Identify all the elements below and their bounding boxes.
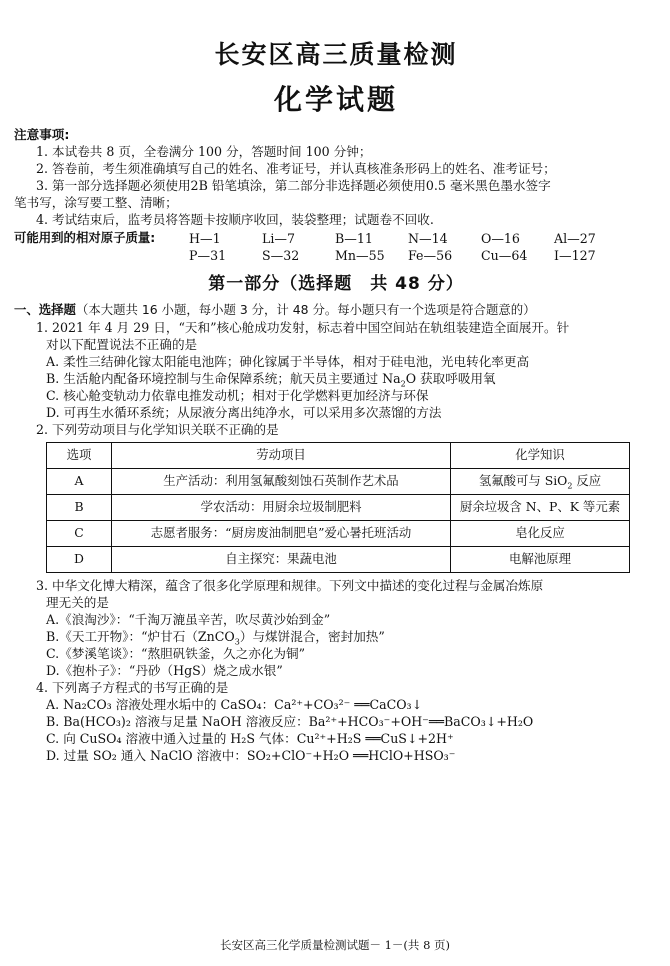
option-b: B. 生活舱内配备环境控制与生命保障系统；航天员主要通过 $Na_2O$ 获取呼吸用氧 [46,370,496,389]
table-cell: 电解池原理 [451,546,630,572]
atomic-mass: Li—7 [262,231,295,246]
part-description: （本大题共 16 小题，每小题 3 分，计 48 分。每小题只有一个选项是符合题意的） [75,301,536,317]
atomic-mass: N—14 [408,231,448,246]
table-cell: 皂化反应 [451,520,630,546]
question-stem: 理无关的是 [46,594,109,610]
notice-item: 3. 第一部分选择题必须使用2B 铅笔填涂，第二部分非选择题必须使用0.5 毫米黑色墨水签字 [36,178,551,193]
notice-item: 1. 本试卷共 8 页，全卷满分 100 分，答题时间 100 分钟； [36,144,372,159]
table-row [47,546,630,572]
notice-item: 2. 答卷前，考生须准确填写自己的姓名、准考证号，并认真核准条形码上的姓名、准考证号； [36,161,556,176]
table-header: 选项 [47,442,112,468]
part-heading [14,302,658,319]
option-d: D. 可再生水循环系统；从尿液分离出纯净水，可以采用多次蒸馏的方法 [46,404,442,420]
table-header: 化学知识 [451,442,630,468]
table-cell: B [47,494,112,520]
table-cell: 志愿者服务：“厨房废油制肥皂”爱心暑托班活动 [112,520,451,546]
question-2-table [46,442,630,573]
table-row [47,468,630,494]
option-b: B.《天工开物》：“炉甘石（ZnCO$_3$）与煤饼混合，密封加热” [46,628,385,647]
subject-title: 化学试题 [273,83,398,116]
table-cell: 自主探究：果蔬电池 [112,546,451,572]
question-stem: 3. 中华文化博大精深，蕴含了很多化学原理和规律。下列文中描述的变化过程与金属冶炼原 [36,577,544,593]
option-a: A. Na₂CO₃ 溶液处理水垢中的 CaSO₄：Ca²⁺+CO₃²⁻ ══CaCO₃↓ [46,696,423,712]
option-a: A.《浪淘沙》：“千淘万漉虽辛苦，吹尽黄沙始到金” [46,611,331,627]
table-row [47,520,630,546]
option-c: C. 向 CuSO₄ 溶液中通入过量的 H₂S 气体：Cu²⁺+H₂S ══CuS↓+2H⁺ [46,730,454,746]
table-cell: 学农活动：用厨余垃圾制肥料 [112,494,451,520]
table-row [47,494,630,520]
page-footer: 长安区高三化学质量检测试题－ 1－(共 8 页) [219,938,451,953]
atomic-mass: O—16 [481,231,520,246]
atomic-mass: Mn—55 [335,248,385,263]
atomic-mass: B—11 [335,231,373,246]
option-d: D. 过量 SO₂ 通入 NaClO 溶液中：SO₂+ClO⁻+H₂O ══HClO+HSO₃⁻ [46,747,456,763]
option-c: C.《梦溪笔谈》：“熬胆矾铁釜，久之亦化为铜” [46,645,306,661]
table-cell: D [47,546,112,572]
atomic-mass: H—1 [189,231,221,246]
exam-title: 长安区高三质量检测 [214,40,458,69]
table-cell: C [47,520,112,546]
atomic-masses [14,230,658,264]
option-c: C. 核心舱变轨动力依靠电推发动机；相对于化学燃料更加经济与环保 [46,387,429,403]
question-3 [14,577,658,679]
notice-heading: 注意事项: [14,127,70,142]
option-d: D.《抱朴子》：“丹砂（HgS）烧之成水银” [46,662,283,678]
table-cell: A [47,468,112,494]
atomic-mass: S—32 [262,248,300,263]
option-b: B. Ba(HCO₃)₂ 溶液与足量 NaOH 溶液反应：Ba²⁺+HCO₃⁻+OH⁻══BaCO₃↓+H₂O [46,713,534,729]
atomic-masses-label: 可能用到的相对原子质量: [14,230,156,245]
question-stem: 4. 下列离子方程式的书写正确的是 [36,679,229,695]
question-stem: 对以下配置说法不正确的是 [46,336,198,352]
section-title: 第一部分（选择题 共 48 分） [208,274,464,294]
question-1 [14,319,658,421]
atomic-mass: Fe—56 [408,248,453,263]
table-cell: 生产活动：利用氢氟酸刻蚀石英制作艺术品 [112,468,451,494]
part-label: 一、选择题 [14,301,76,317]
question-stem: 1. 2021 年 4 月 29 日，“天和”核心舱成功发射，标志着中国空间站在轨组装建造全面展开。针 [36,319,570,335]
table-cell: 氢氟酸可与 SiO$_2$ 反应 [451,468,630,494]
table-header: 劳动项目 [112,442,451,468]
atomic-mass: I—127 [554,248,596,263]
atomic-mass: P—31 [189,248,227,263]
table-header-row [47,442,630,468]
question-4 [14,679,658,764]
table-cell: 厨余垃圾含 N、P、K 等元素 [451,494,630,520]
question-2 [14,421,658,573]
notice-item: 笔书写，涂写要工整、清晰； [14,195,178,210]
atomic-mass: Al—27 [554,231,596,246]
atomic-mass: Cu—64 [481,248,528,263]
notice-item: 4. 考试结束后，监考员将答题卡按顺序收回，装袋整理；试题卷不回收. [36,212,434,227]
option-a: A. 柔性三结砷化镓太阳能电池阵；砷化镓属于半导体，相对于硅电池，光电转化率更高 [46,353,530,369]
question-stem: 2. 下列劳动项目与化学知识关联不正确的是 [36,421,279,437]
